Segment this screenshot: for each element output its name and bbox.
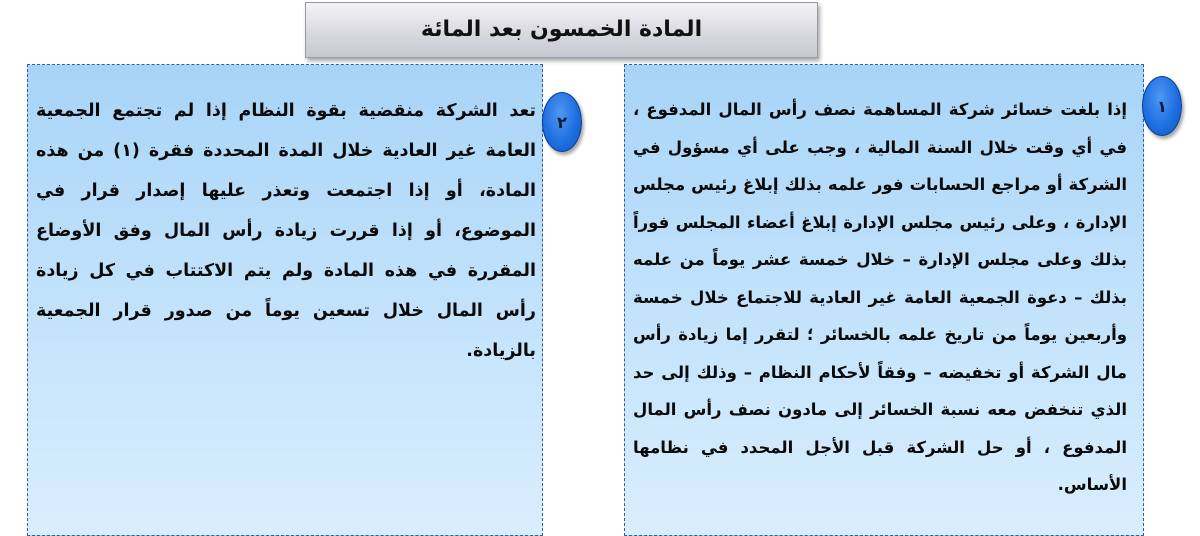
paragraph-2-number: ٢: [557, 112, 567, 132]
paragraph-1-text: إذا بلغت خسائر شركة المساهمة نصف رأس المال المدفوع ، في أي وقت خلال السنة المالية ، وجب على أي مسؤول في الشركة أو مراجع الحسابات فور علمه بذلك إبلاغ رئيس مجلس الإدارة ، وعلى رئيس مجلس الإدارة إبلاغ أعضاء المجلس فوراً بذلك وعلى مجلس الإدارة – خلال خمسة عشر يوماً من علمه بذلك – دعوة الجمعية العامة غير العادية للاجتماع خلال خمسة وأربعين يوماً من تاريخ علمه بالخسائر ؛ لتقرر إما زيادة رأس مال الشركة أو تخفيضه – وفقاً لأحكام النظام – وذلك إلى حد الذي تنخفض معه نسبة الخسائر إلى مادون نصف رأس المال المدفوع ، أو حل الشركة قبل الأجل المحدد في نظامها الأساس.: [633, 100, 1127, 494]
title-banner: [305, 2, 818, 58]
article-paragraph-1-panel: [624, 64, 1144, 536]
paragraph-1-number-badge: [1142, 76, 1182, 136]
paragraph-2-text: تعد الشركة منقضية بقوة النظام إذا لم تجتمع الجمعية العامة غير العادية خلال المدة المحددة فقرة (١) من هذه المادة، أو إذا اجتمعت وتعذر عليها إصدار قرار في الموضوع، أو إذا قررت زيادة رأس المال وفق الأوضاع المقررة في هذه المادة ولم يتم الاكتتاب في كل زيادة رأس المال خلال تسعين يوماً من صدور قرار الجمعية بالزيادة.: [36, 101, 537, 361]
page-title: المادة الخمسون بعد المائة: [420, 17, 703, 42]
paragraph-1-number: ١: [1157, 96, 1167, 116]
article-paragraph-2-panel: [27, 64, 543, 536]
paragraph-2-number-badge: [542, 92, 582, 152]
